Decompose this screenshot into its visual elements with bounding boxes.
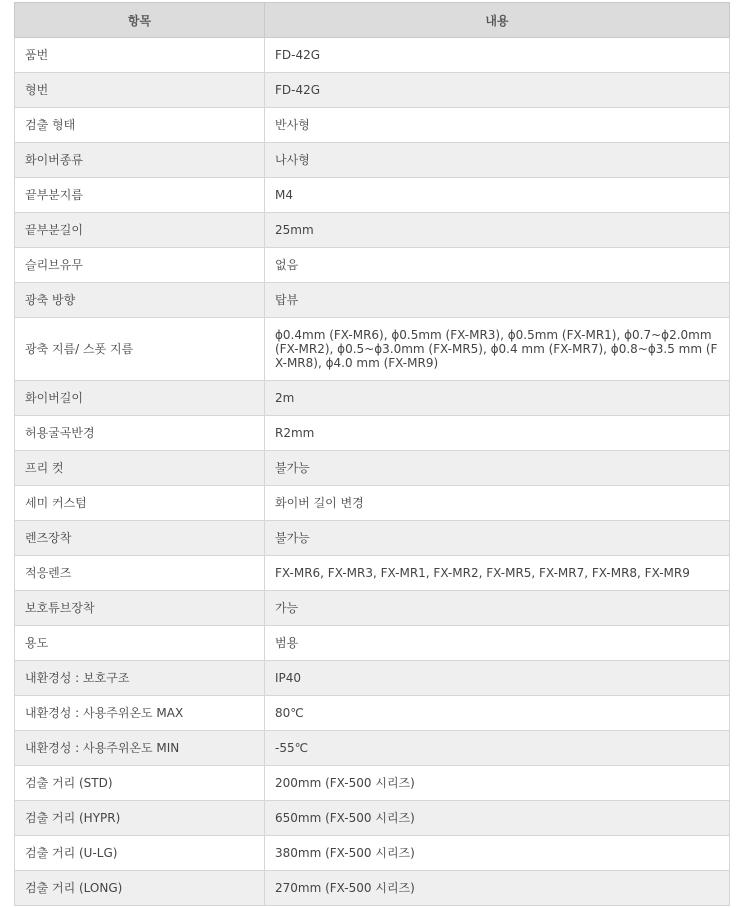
row-value: FD-42G <box>265 73 730 108</box>
table-row <box>15 213 730 248</box>
row-label: 세미 커스텀 <box>15 486 265 521</box>
row-label: 화이버종류 <box>15 143 265 178</box>
row-value: 80℃ <box>265 696 730 731</box>
table-row <box>15 766 730 801</box>
table-row <box>15 836 730 871</box>
row-value: 650mm (FX-500 시리즈) <box>265 801 730 836</box>
table-row <box>15 696 730 731</box>
row-value: 나사형 <box>265 143 730 178</box>
table-row <box>15 626 730 661</box>
table-row <box>15 416 730 451</box>
row-value: 없음 <box>265 248 730 283</box>
table-row <box>15 318 730 381</box>
table-row <box>15 108 730 143</box>
row-value: 화이버 길이 변경 <box>265 486 730 521</box>
row-value: 2m <box>265 381 730 416</box>
table-body <box>15 38 730 906</box>
table-row <box>15 871 730 906</box>
row-label: 슬리브유무 <box>15 248 265 283</box>
row-value: 범용 <box>265 626 730 661</box>
row-label: 검출 거리 (STD) <box>15 766 265 801</box>
row-value: R2mm <box>265 416 730 451</box>
row-value: FX-MR6, FX-MR3, FX-MR1, FX-MR2, FX-MR5, FX-MR7, FX-MR8, FX-MR9 <box>265 556 730 591</box>
row-label: 내환경성 : 보호구조 <box>15 661 265 696</box>
row-value: FD-42G <box>265 38 730 73</box>
row-value: ϕ0.4mm (FX-MR6), ϕ0.5mm (FX-MR3), ϕ0.5mm (FX-MR1), ϕ0.7~ϕ2.0mm (FX-MR2), ϕ0.5~ϕ3.0mm (FX-MR5), ϕ0.4 mm (FX-MR7), ϕ0.8~ϕ3.5 mm (FX-MR8), ϕ4.0 mm (FX-MR9) <box>265 318 730 381</box>
row-value: 25mm <box>265 213 730 248</box>
row-value: M4 <box>265 178 730 213</box>
table-row <box>15 486 730 521</box>
row-label: 렌즈장착 <box>15 521 265 556</box>
row-value: 반사형 <box>265 108 730 143</box>
table-row <box>15 731 730 766</box>
table-row <box>15 451 730 486</box>
row-label: 검출 형태 <box>15 108 265 143</box>
row-label: 화이버길이 <box>15 381 265 416</box>
row-value: IP40 <box>265 661 730 696</box>
row-label: 보호튜브장착 <box>15 591 265 626</box>
table-row <box>15 381 730 416</box>
table-row <box>15 283 730 318</box>
row-value: 탑뷰 <box>265 283 730 318</box>
row-value: -55℃ <box>265 731 730 766</box>
row-value: 270mm (FX-500 시리즈) <box>265 871 730 906</box>
table-header <box>15 3 730 38</box>
table-row <box>15 38 730 73</box>
table-row <box>15 178 730 213</box>
row-label: 허용굴곡반경 <box>15 416 265 451</box>
row-label: 끝부분길이 <box>15 213 265 248</box>
row-label: 품번 <box>15 38 265 73</box>
row-label: 내환경성 : 사용주위온도 MIN <box>15 731 265 766</box>
table-row <box>15 556 730 591</box>
row-label: 광축 지름/ 스폿 지름 <box>15 318 265 381</box>
row-value: 380mm (FX-500 시리즈) <box>265 836 730 871</box>
table-row <box>15 248 730 283</box>
table-row <box>15 661 730 696</box>
row-label: 적응렌즈 <box>15 556 265 591</box>
row-label: 검출 거리 (LONG) <box>15 871 265 906</box>
row-value: 불가능 <box>265 451 730 486</box>
table-row <box>15 591 730 626</box>
spec-table <box>14 2 730 906</box>
header-item: 항목 <box>15 3 265 38</box>
row-label: 검출 거리 (U-LG) <box>15 836 265 871</box>
row-label: 광축 방향 <box>15 283 265 318</box>
table-row <box>15 73 730 108</box>
row-label: 형번 <box>15 73 265 108</box>
row-label: 용도 <box>15 626 265 661</box>
row-label: 내환경성 : 사용주위온도 MAX <box>15 696 265 731</box>
table-row <box>15 521 730 556</box>
table-row <box>15 143 730 178</box>
row-label: 검출 거리 (HYPR) <box>15 801 265 836</box>
row-label: 끝부분지름 <box>15 178 265 213</box>
table-row <box>15 801 730 836</box>
header-row <box>15 3 730 38</box>
row-value: 가능 <box>265 591 730 626</box>
row-value: 200mm (FX-500 시리즈) <box>265 766 730 801</box>
row-label: 프리 컷 <box>15 451 265 486</box>
row-value: 불가능 <box>265 521 730 556</box>
header-content: 내용 <box>265 3 730 38</box>
